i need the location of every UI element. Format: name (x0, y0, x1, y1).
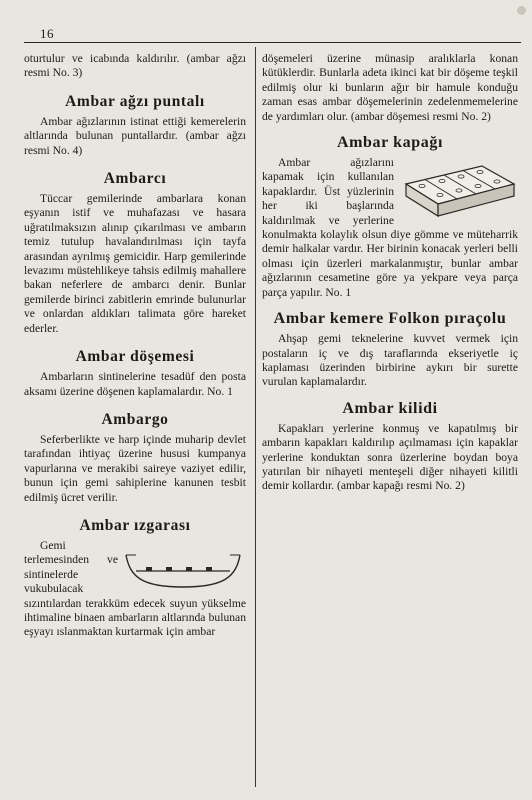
text-ambar-kilidi: Kapakları yerlerine konmuş ve kapatılmış bir ambarın kapakları kaldırılıp açılmaması için kapaklar yerlerine konduktan sonra üzerlerine boydan boya yatırılan bir nihayeti menteşeli diğer nihayeti kilitli demir kollardır. (ambar kapağı resmi No. 2) (262, 421, 518, 493)
heading-ambar-kapagi: Ambar kapağı (336, 134, 444, 152)
column-divider (255, 47, 256, 787)
text-ambar-kapagi: Ambar ağızlarını kapamak için kullanılan kapaklardır. Üst yüzlerinin her iki başlarında kaldırılmak ve yerlerine konulmakta kolaylık olsun diye gömme ve müteharrik demir halkalar vardır. Her birinin konacak yerleri belli olması için üzerleri markalanmıştır, bunlar ambar ağızlarının cesametine göre ya yekpare veya parça parça yapılır. No. 1 (262, 156, 518, 299)
left-column (24, 52, 246, 640)
text-ambar-agzi-puntali: Ambar ağızlarının istinat ettiği kemerelerin altlarında bulunan puntallardır. (ambar ağzı resmi No. 4) (24, 114, 246, 157)
left-intro-text: oturtulur ve icabında kaldırılır. (ambar ağzı resmi No. 3) (24, 52, 246, 80)
punch-hole-mark (517, 6, 526, 15)
heading-ambar-kemere-folkon: Ambar kemere Folkon pıraçolu (273, 310, 507, 328)
text-ambar-kemere-folkon: Ahşap gemi teknelerine kuvvet vermek için postaların iç ve dış taraflarında ekseriyetle iç kaplaması üzerinden birbirine aykırı bir surette vurulan kaplamalardır. (262, 332, 518, 389)
grating-section-illustration (122, 547, 244, 591)
heading-ambar-dosemesi: Ambar döşemesi (75, 348, 195, 366)
hatch-cover-illustration (400, 158, 518, 222)
text-ambar-dosemesi: Ambarların sintinelerine tesadüf den posta aksamı üzerine döşenen kaplamalardır. No. 1 (24, 370, 246, 398)
right-intro-text: döşemeleri üzerine münasip aralıklarla konan kütüklerdir. Bunlarla adeta ikinci kat bir döşeme teşkil edilmiş olur ki bunların ağır bir hamule konduğu zaman esas ambar döşemelerinin zedelenmemelerine de yardımları olur. (ambar döşemesi resmi No. 2) (262, 52, 518, 123)
text-ambar-izgarasi: Gemi terlemesinden ve sintinelerde vukubulacak sızıntılardan terakküm edecek suyun yükselme ihtimaline binaen ambarların altlarında bulunan eşyayı ıslanmaktan kurtarmak için ambar (24, 538, 246, 639)
heading-ambargo: Ambargo (101, 410, 169, 428)
text-ambargo: Seferberlikte ve harp içinde muharip devlet tarafından ihtiyaç üzerine hususi kumpanya vapurlarına ve merakibi saireye vaziyet edilir, bunun için gemi sahiplerine kanunen tesbit edilmiş ücret verilir. (24, 432, 246, 504)
heading-ambar-agzi-puntali: Ambar ağzı puntalı (65, 92, 205, 110)
heading-ambarci: Ambarcı (103, 170, 167, 188)
page-number: 16 (40, 26, 54, 41)
text-ambarci: Tüccar gemilerinde ambarlara konan eşyanın istif ve muhafazası ve hasara uğratılmaksızın alınıp çıkarılması ve ambarın temiz tutulup havalandırılması için tayfa arasından ayrılmış gemicidir. Harp gemilerinde levazımı müstehlikeye tahsis edilmiş mahallere bakan neferlere de ambarcı denir. Bunlar gemilerde birinci zabitlerin emrinde bulunurlar ve onlardan aldıkları talimata göre hareket ederler. (24, 192, 246, 335)
right-column (262, 52, 518, 494)
heading-ambar-kilidi: Ambar kilidi (342, 399, 438, 417)
heading-ambar-izgarasi: Ambar ızgarası (79, 516, 191, 534)
header-rule (24, 42, 521, 43)
